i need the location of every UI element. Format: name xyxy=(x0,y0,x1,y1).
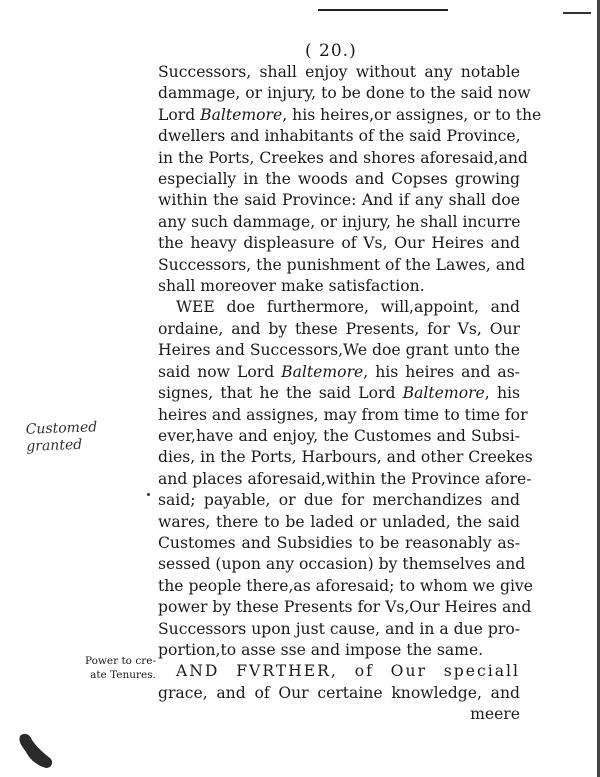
ink-dot xyxy=(147,493,150,496)
text-segment: Lord xyxy=(158,105,201,124)
text-line: the heavy displeasure of Vs, Our Heires and xyxy=(158,234,520,253)
page-number: ( 20.) xyxy=(305,41,357,61)
text-line: especially in the woods and Copses growing xyxy=(158,170,520,189)
handwritten-annotation xyxy=(25,418,126,455)
text-line: heires and assignes, may from time to time for xyxy=(158,405,528,424)
text-segment: said now Lord xyxy=(158,362,282,381)
corner-smudge xyxy=(18,730,56,770)
text-line: shall moreover make satisfaction. xyxy=(158,277,425,296)
text-line: ordaine, and by these Presents, for Vs, Our xyxy=(158,319,520,338)
text-line: dies, in the Ports, Harbours, and other Creekes xyxy=(158,448,533,467)
text-line: dwellers and inhabitants of the said Province, xyxy=(158,127,521,146)
text-line xyxy=(158,383,520,404)
handwritten-line: Customed xyxy=(25,419,98,438)
text-segment: , his xyxy=(484,384,520,403)
text-line: wares, there to be laded or unladed, the said xyxy=(158,512,520,531)
catchword: meere xyxy=(470,705,520,724)
text-line: power by these Presents for Vs,Our Heires and xyxy=(158,598,532,617)
top-right-rule xyxy=(563,12,591,14)
text-line xyxy=(158,105,542,126)
text-line: within the said Province: And if any shall doe xyxy=(158,191,520,210)
text-line: the people there,as aforesaid; to whom we give xyxy=(158,576,533,595)
text-line: dammage, or injury, to be done to the said now xyxy=(158,84,531,103)
text-segment: signes, that he the said Lord xyxy=(158,384,403,403)
paragraph-start-line: WEE doe furthermore, will,appoint, and xyxy=(176,298,520,317)
text-line xyxy=(158,362,520,383)
margin-note-line: Power to cre- xyxy=(84,655,156,667)
text-line: and places aforesaid,within the Province afore- xyxy=(158,469,532,488)
text-line: any such dammage, or injury, he shall incurre xyxy=(158,212,521,231)
italic-name: Baltemore xyxy=(402,384,485,403)
body-text xyxy=(158,62,542,726)
paragraph-start-line: AND FVRTHER, of Our speciall xyxy=(176,662,520,681)
text-segment: , his heires,or assignes, or to the xyxy=(282,105,542,124)
text-line: Successors, shall enjoy without any notable xyxy=(158,63,520,81)
italic-name: Baltemore xyxy=(281,362,364,381)
margin-note-line: ate Tenures. xyxy=(90,669,156,681)
text-line: grace, and of Our certaine knowledge, and xyxy=(158,683,520,702)
text-line: in the Ports, Creekes and shores aforesaid,and xyxy=(158,148,528,167)
text-line: Successors, the punishment of the Lawes, and xyxy=(158,255,526,274)
text-line: sessed (upon any occasion) by themselves and xyxy=(158,555,526,574)
text-line: said; payable, or due for merchandizes and xyxy=(158,491,520,510)
handwritten-line: granted xyxy=(26,436,83,455)
text-line: portion,to asse sse and impose the same. xyxy=(158,640,484,659)
text-line: Heires and Successors,We doe grant unto the xyxy=(158,341,520,360)
top-rule xyxy=(318,9,448,11)
italic-name: Baltemore xyxy=(200,105,283,124)
text-line: Customes and Subsidies to be reasonably as- xyxy=(158,533,520,552)
margin-note xyxy=(72,654,156,682)
text-line: ever,have and enjoy, the Customes and Subsi- xyxy=(158,426,520,445)
text-segment: , his heires and as- xyxy=(363,362,520,381)
text-line: Successors upon just cause, and in a due pro- xyxy=(158,619,520,638)
